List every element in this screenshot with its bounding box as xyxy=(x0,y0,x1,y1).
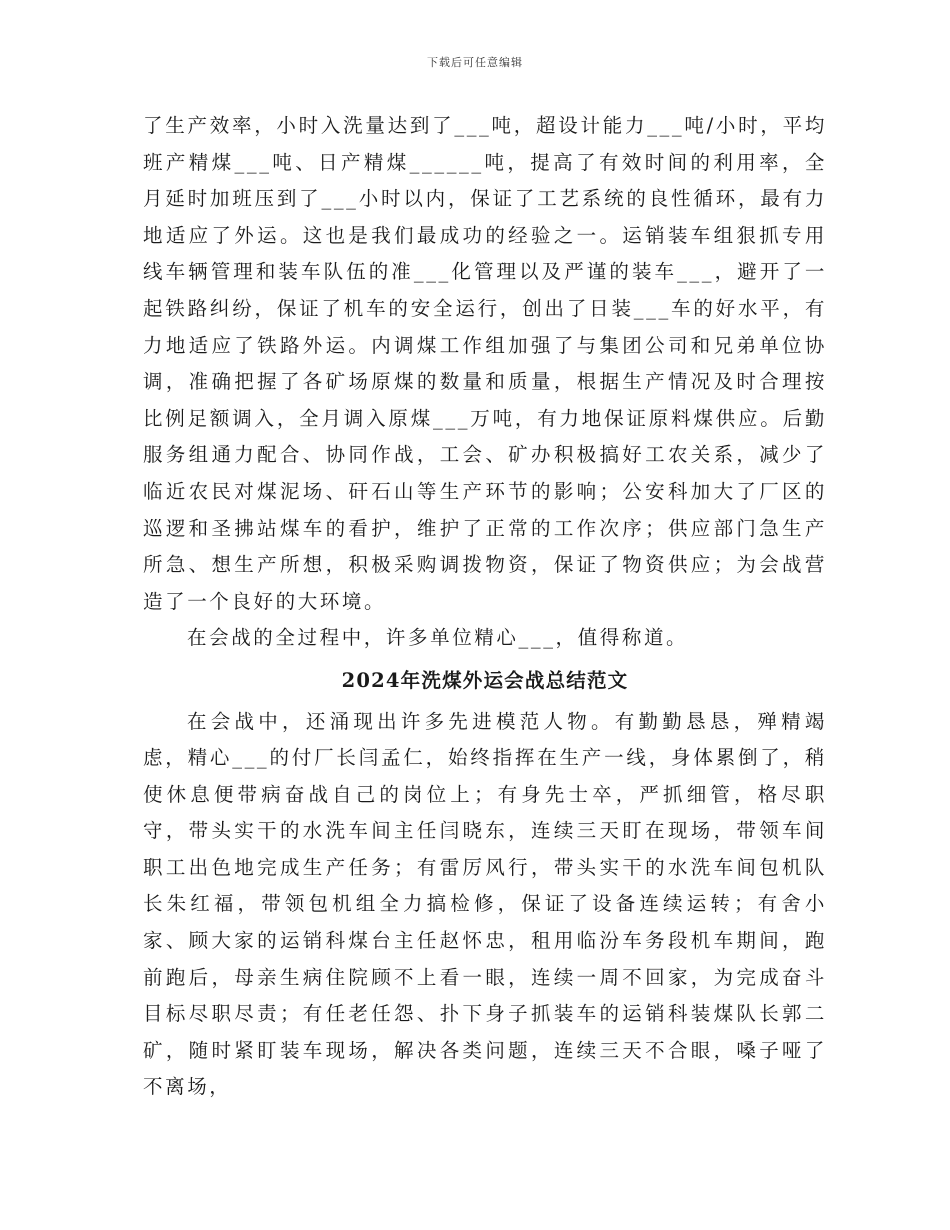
body-paragraph: 在会战中，还涌现出许多先进模范人物。有勤勤恳恳，殚精竭虑，精心___的付厂长闫孟仁，始终指挥在生产一线，身体累倒了，稍使休息便带病奋战自己的岗位上；有身先士卒，严抓细管，格尽职守，带头实干的水洗车间主任闫晓东，连续三天盯在现场，带领车间职工出色地完成生产任务；有雷厉风行，带头实干的水洗车间包机队长朱红福，带领包机组全力搞检修，保证了设备连续运转；有舍小家、顾大家的运销科煤台主任赵怀忠，租用临汾车务段机车期间，跑前跑后，母亲生病住院顾不上看一眼，连续一周不回家，为完成奋斗目标尽职尽责；有任老任怨、扑下身子抓装车的运销科装煤队长郭二矿，随时紧盯装车现场，解决各类问题，连续三天不合眼，嗓子哑了不离场， xyxy=(143,709,827,1099)
section-title: 2024年洗煤外运会战总结范文 xyxy=(341,668,629,692)
page-header: 下载后可任意编辑 xyxy=(427,56,523,69)
document-body xyxy=(143,108,827,1106)
body-paragraph: 了生产效率，小时入洗量达到了___吨，超设计能力___吨/小时，平均班产精煤___吨、日产精煤______吨，提高了有效时间的利用率，全月延时加班压到了___小时以内，保证了工艺系统的良性循环，最有力地适应了外运。这也是我们最成功的经验之一。运销装车组狠抓专用线车辆管理和装车队伍的准___化管理以及严谨的装车___，避开了一起铁路纠纷，保证了机车的安全运行，创出了日装___车的好水平，有力地适应了铁路外运。内调煤工作组加强了与集团公司和兄弟单位协调，准确把握了各矿场原煤的数量和质量，根据生产情况及时合理按比例足额调入，全月调入原煤___万吨，有力地保证原料煤供应。后勤服务组通力配合、协同作战，工会、矿办积极搞好工农关系，减少了临近农民对煤泥场、矸石山等生产环节的影响；公安科加大了厂区的巡逻和圣拂站煤车的看护，维护了正常的工作次序；供应部门急生产所急、想生产所想，积极采购调拨物资，保证了物资供应；为会战营造了一个良好的大环境。 xyxy=(143,114,827,613)
body-paragraph: 在会战的全过程中，许多单位精心___，值得称道。 xyxy=(187,626,689,650)
